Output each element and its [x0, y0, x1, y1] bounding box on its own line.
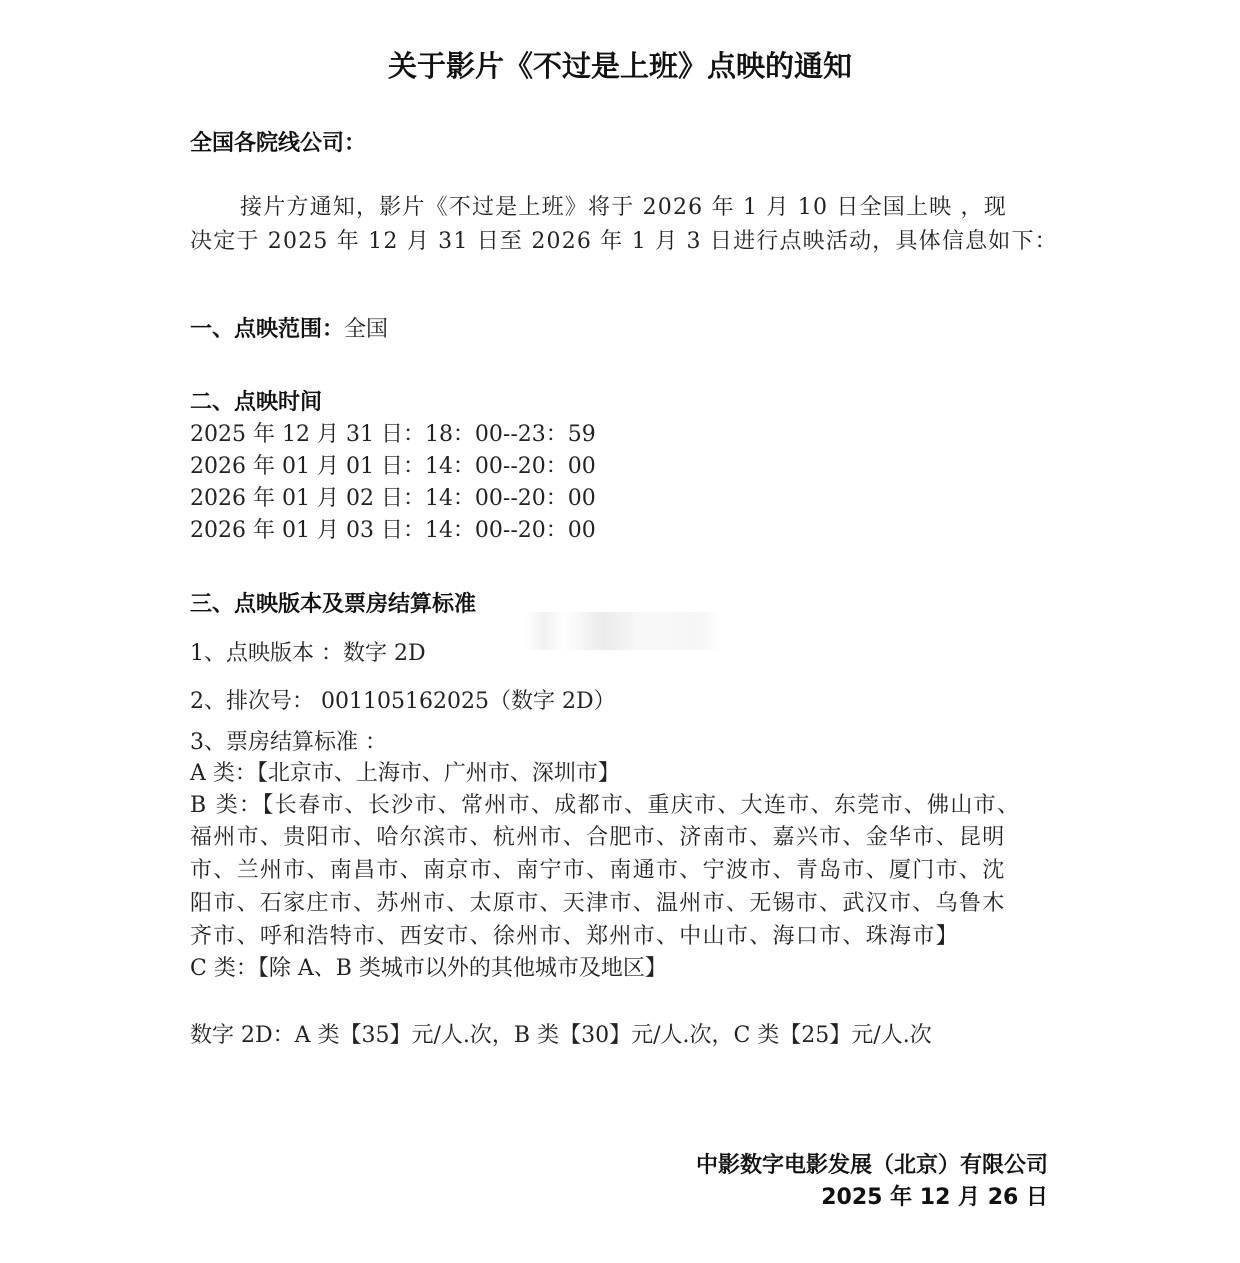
class-b-line: 市、兰州市、南昌市、南京市、南宁市、南通市、宁波市、青岛市、厦门市、沈 [190, 858, 1006, 883]
class-c-line: C 类：【除 A、B 类城市以外的其他城市及地区】 [190, 956, 667, 981]
section-scope [190, 316, 388, 344]
version-line: 1、点映版本 ：数字 2D [190, 641, 426, 666]
section-scope-value: 全国 [344, 317, 389, 342]
price-line: 数字 2D：A 类【35】元/人.次，B 类【30】元/人.次，C 类【25】元/人.次 [190, 1023, 932, 1048]
signature-company: 中影数字电影发展（北京）有限公司 [695, 1153, 1048, 1178]
serial-line: 2、排次号： 001105162025（数字 2D） [190, 689, 616, 714]
time-row: 2026 年 01 月 03 日：14：00--20：00 [190, 518, 596, 543]
section-time-heading: 二、点映时间 [190, 390, 323, 415]
document-title: 关于影片《不过是上班》点映的通知 [387, 49, 852, 83]
class-b-line: 阳市、石家庄市、苏州市、太原市、天津市、温州市、无锡市、武汉市、乌鲁木 [190, 891, 1006, 916]
class-b-line: 福州市、贵阳市、哈尔滨市、杭州市、合肥市、济南市、嘉兴市、金华市、昆明 [190, 825, 1006, 850]
section-scope-heading: 一、点映范围： [190, 317, 345, 342]
time-row: 2026 年 01 月 01 日：14：00--20：00 [190, 454, 596, 479]
salutation: 全国各院线公司： [190, 131, 367, 156]
time-row: 2026 年 01 月 02 日：14：00--20：00 [190, 486, 596, 511]
class-b-line: 齐市、呼和浩特市、西安市、徐州市、郑州市、中山市、海口市、珠海市】 [190, 924, 959, 949]
watermark-blur [525, 612, 720, 650]
time-row: 2025 年 12 月 31 日：18：00--23：59 [190, 422, 596, 447]
intro-line-1: 接片方通知，影片《不过是上班》将于 2026 年 1 月 10 日全国上映 ，现 [240, 195, 1007, 220]
class-a-line: A 类：【北京市、上海市、广州市、深圳市】 [190, 761, 620, 786]
standard-line: 3、票房结算标准 ： [190, 730, 387, 755]
class-b-line: B 类：【长春市、长沙市、常州市、成都市、重庆市、大连市、东莞市、佛山市、 [190, 793, 1021, 818]
signature-date: 2025 年 12 月 26 日 [821, 1185, 1048, 1210]
intro-line-2: 决定于 2025 年 12 月 31 日至 2026 年 1 月 3 日进行点映活动，具体信息如下： [190, 229, 1058, 254]
section-version-heading: 三、点映版本及票房结算标准 [190, 592, 477, 617]
